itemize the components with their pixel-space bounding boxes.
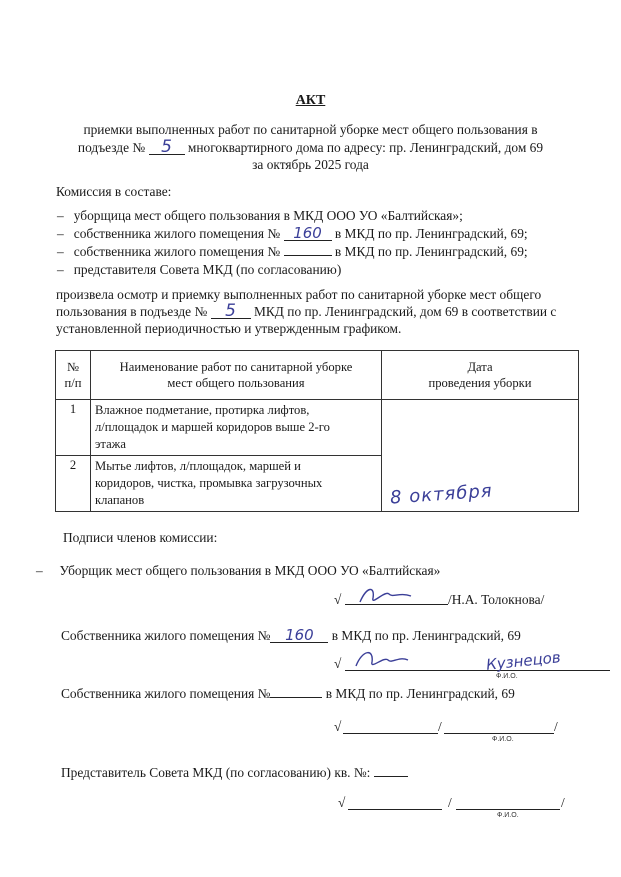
paragraph-line-1: произвела осмотр и приемку выполненных работ по санитарной уборке мест общего xyxy=(56,287,542,302)
fio-caption: Ф.И.О. xyxy=(497,812,519,819)
row-work xyxy=(91,400,382,456)
list-dash: – xyxy=(57,262,64,277)
paragraph-text: МКД по пр. Ленинградский, дом 69 в соответствии с xyxy=(253,304,557,319)
owner-1-line xyxy=(61,628,521,644)
member-owner-1 xyxy=(57,226,528,242)
work-line: клапанов xyxy=(95,493,145,507)
check-mark: √ xyxy=(334,719,342,734)
list-dash: – xyxy=(57,226,64,241)
paragraph-text: пользования в подъезде № xyxy=(56,304,208,319)
owner-label: Собственника жилого помещения № xyxy=(61,628,271,643)
row-date xyxy=(382,400,579,512)
fio-caption: Ф.И.О. xyxy=(492,736,514,743)
entrance-label: подъезде № xyxy=(77,140,146,155)
member-cleaner xyxy=(57,208,463,224)
signature-line xyxy=(343,733,438,734)
member-text: в МКД по пр. Ленинградский, 69; xyxy=(334,244,528,259)
work-line: Мытье лифтов, л/площадок, маршей и xyxy=(95,459,301,473)
entrance-number: 5 xyxy=(211,304,251,319)
work-line: Влажное подметание, протирка лифтов, xyxy=(95,403,310,417)
member-text: представителя Совета МКД (по согласованию) xyxy=(73,262,342,277)
name-line xyxy=(444,733,554,734)
cleaner-line xyxy=(36,563,440,579)
slash: / xyxy=(438,719,442,734)
owner-1-signature xyxy=(352,646,412,672)
period-line: за октябрь 2025 года xyxy=(252,157,369,172)
slash: / xyxy=(448,795,452,810)
work-line: коридоров, чистка, промывка загрузочных xyxy=(95,476,323,490)
signature-line xyxy=(348,809,442,810)
commission-label: Комиссия в составе: xyxy=(56,184,172,199)
date-handwritten: 8 октября xyxy=(389,480,494,509)
list-dash: – xyxy=(57,208,64,223)
member-text: собственника жилого помещения № xyxy=(73,244,281,259)
member-text: уборщица мест общего пользования в МКД ООО УО «Балтийская»; xyxy=(73,208,463,223)
works-table xyxy=(55,350,579,512)
apartment-number: 160 xyxy=(284,226,332,241)
cleaner-name: /Н.А. Толокнова/ xyxy=(448,592,545,607)
slash: / xyxy=(554,719,558,734)
table-header-row xyxy=(56,351,579,400)
owner-address: в МКД по пр. Ленинградский, 69 xyxy=(331,628,521,643)
owner-2-line xyxy=(61,686,515,702)
member-text: в МКД по пр. Ленинградский, 69; xyxy=(334,226,528,241)
owner-label: Собственника жилого помещения № xyxy=(61,686,271,701)
header-number: № п/п xyxy=(56,351,91,400)
fio-caption: Ф.И.О. xyxy=(496,673,518,680)
member-text: собственника жилого помещения № xyxy=(73,226,281,241)
apartment-number-blank xyxy=(270,697,322,698)
check-mark: √ xyxy=(334,656,342,671)
member-owner-2 xyxy=(57,244,528,260)
member-council xyxy=(57,262,341,278)
slash: / xyxy=(561,795,565,810)
work-line: л/площадок и маршей коридоров выше 2-го xyxy=(95,420,330,434)
subtitle-line-1: приемки выполненных работ по санитарной уборке мест общего пользования в xyxy=(83,122,538,137)
entrance-number: 5 xyxy=(149,140,185,155)
name-line xyxy=(456,809,560,810)
owner-address: в МКД по пр. Ленинградский, 69 xyxy=(325,686,515,701)
row-number: 2 xyxy=(56,456,91,512)
paragraph-line-2 xyxy=(56,301,557,321)
list-dash: – xyxy=(57,244,64,259)
header-date: Дата проведения уборки xyxy=(382,351,579,400)
subtitle-line-2 xyxy=(0,137,621,157)
work-line: этажа xyxy=(95,437,126,451)
table-row xyxy=(56,400,579,456)
address-text: многоквартирного дома по адресу: пр. Ленинградский, дом 69 xyxy=(187,140,544,155)
council-line xyxy=(61,765,408,781)
row-number: 1 xyxy=(56,400,91,456)
cleaner-signature xyxy=(355,584,415,608)
apartment-number-blank xyxy=(284,255,332,256)
signatures-heading: Подписи членов комиссии: xyxy=(63,530,218,545)
apartment-number: 160 xyxy=(270,628,328,643)
apartment-number-blank xyxy=(374,776,408,777)
check-mark: √ xyxy=(334,592,342,607)
owner-1-signature-name: Кузнецов xyxy=(485,648,562,674)
check-mark: √ xyxy=(338,795,346,810)
cleaner-label: Уборщик мест общего пользования в МКД ООО УО «Балтийская» xyxy=(59,563,441,578)
document-title: АКТ xyxy=(295,93,326,108)
row-work xyxy=(91,456,382,512)
council-label: Представитель Совета МКД (по согласованию) кв. №: xyxy=(61,765,371,780)
header-works: Наименование работ по санитарной уборке мест общего пользования xyxy=(91,351,382,400)
list-dash: – xyxy=(36,563,43,578)
paragraph-line-3: установленной периодичностью и утвержденным графиком. xyxy=(56,321,402,336)
